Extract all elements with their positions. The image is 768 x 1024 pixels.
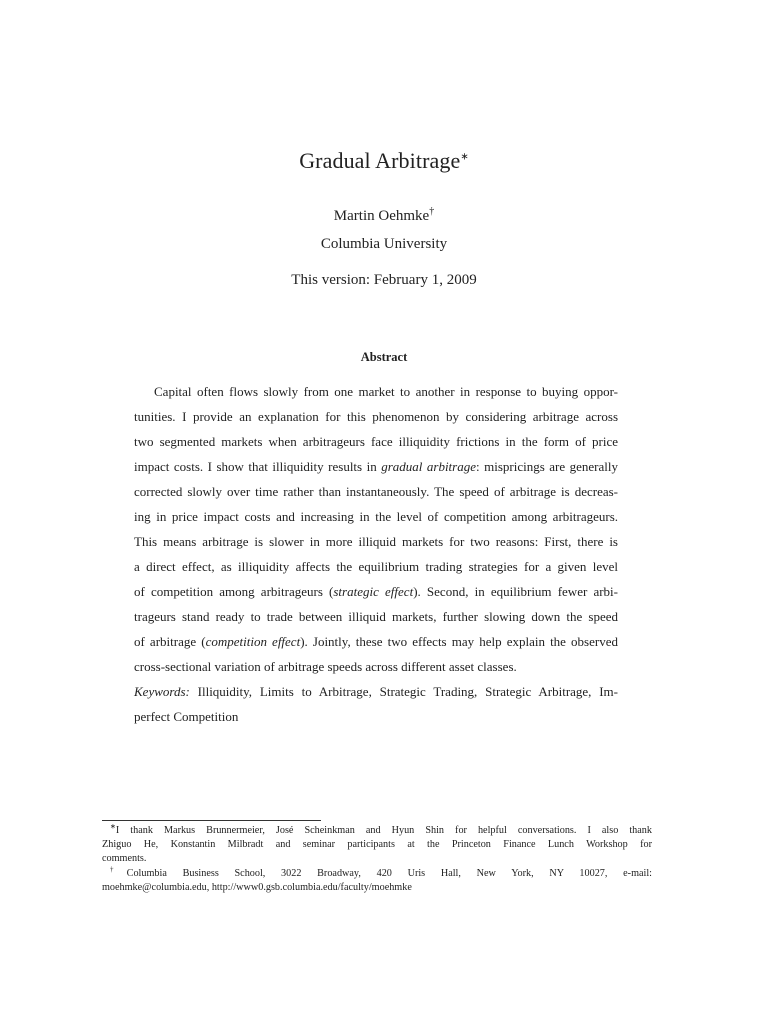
footnote-mark: † [110,865,127,874]
footnote-divider [102,820,321,821]
footnotes [102,824,652,895]
author-text: Martin Oehmke [333,208,430,224]
abstract-line [134,454,618,479]
keywords-text: Illiquidity, Limits to Arbitrage, Strategic Trading, Strategic Arbitrage, Im- [189,684,618,699]
abstract-text: of competition among arbitrageurs ( [134,584,334,599]
abstract-line: cross-sectional variation of arbitrage speeds across different asset classes. [134,659,517,674]
author-name [0,208,768,225]
abstract-body [134,379,618,729]
abstract-emphasis: strategic effect [333,584,414,599]
abstract-text: : mispricings are generally [476,459,618,474]
abstract-text: impact costs. I show that illiquidity results in [134,459,377,474]
abstract-text: ). Second, in equilibrium fewer arbi- [413,584,618,599]
abstract-text: ). Jointly, these two effects may help explain the observed [300,634,618,649]
abstract-line: tunities. I provide an explanation for this phenomenon by considering arbitrage across [134,409,618,424]
abstract-line [134,579,618,604]
title-text: Gradual Arbitrage [299,148,461,173]
footnote-mark: ∗ [110,822,116,831]
abstract-line: two segmented markets when arbitrageurs face illiquidity frictions in the form of price [134,434,618,449]
footnote-line: Zhiguo He, Konstantin Milbradt and seminar participants at the Princeton Finance Lunch Workshop for [102,839,652,851]
title-footnote-mark: ∗ [460,151,469,163]
abstract-line [134,629,618,654]
footnote-text: I thank Markus Brunnermeier, José Scheinkman and Hyun Shin for helpful conversations. I also thank [115,825,652,836]
version-date: This version: February 1, 2009 [291,272,477,288]
abstract-line: This means arbitrage is slower in more illiquid markets for two reasons: First, there is [134,534,618,549]
abstract-line: ing in price impact costs and increasing in the level of competition among arbitrageurs. [134,509,618,524]
paper-title [0,148,768,174]
abstract-line: Capital often flows slowly from one market to another in response to buying oppor- [154,384,618,399]
keywords-label: Keywords: [134,684,190,699]
abstract-line: corrected slowly over time rather than instantaneously. The speed of arbitrage is decreas- [134,484,618,499]
footnote-text: Columbia Business School, 3022 Broadway, 420 Uris Hall, New York, NY 10027, e-mail: [126,867,653,879]
author-footnote-mark: † [429,206,435,217]
abstract-emphasis: competition effect [205,634,301,649]
author-affiliation: Columbia University [320,236,448,252]
abstract-line: trageurs stand ready to trade between illiquid markets, further slowing down the speed [134,609,618,624]
footnote-line: comments. [102,853,147,865]
abstract-line: a direct effect, as illiquidity affects the equilibrium trading strategies for a given level [134,559,618,574]
abstract-heading: Abstract [360,350,408,364]
keywords-line: perfect Competition [134,709,239,724]
footnote-line: moehmke@columbia.edu, http://www0.gsb.columbia.edu/faculty/moehmke [102,881,412,893]
abstract-text: of arbitrage ( [134,634,206,649]
footnote-line [102,824,652,838]
abstract-emphasis: gradual arbitrage [381,459,476,474]
keywords-line [134,679,618,704]
footnote-line [102,867,652,881]
